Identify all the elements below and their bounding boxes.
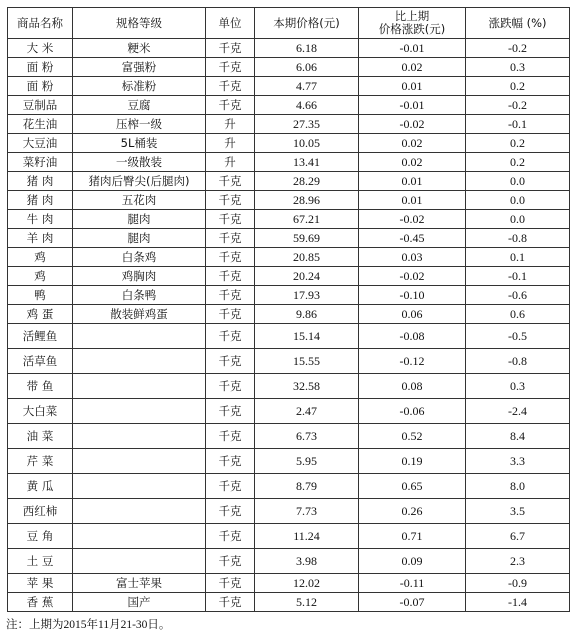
cell-product-name: 大豆油 — [8, 134, 73, 153]
cell-price-change: 0.02 — [359, 58, 466, 77]
cell-unit: 千克 — [206, 474, 255, 499]
cell-price-change: 0.52 — [359, 424, 466, 449]
cell-current-price: 67.21 — [255, 210, 359, 229]
cell-current-price: 8.79 — [255, 474, 359, 499]
cell-change-pct: -0.2 — [466, 96, 570, 115]
cell-unit: 千克 — [206, 96, 255, 115]
cell-price-change: 0.01 — [359, 191, 466, 210]
footnote — [6, 617, 170, 632]
cell-change-pct: -0.8 — [466, 349, 570, 374]
table-row — [8, 449, 570, 474]
cell-change-pct: -0.1 — [466, 267, 570, 286]
table-row — [8, 77, 570, 96]
cell-product-name: 带 鱼 — [8, 374, 73, 399]
cell-unit: 千克 — [206, 374, 255, 399]
table-row — [8, 305, 570, 324]
header-spec: 规格等级 — [73, 8, 206, 39]
cell-unit: 升 — [206, 115, 255, 134]
cell-spec: 粳米 — [73, 39, 206, 58]
cell-price-change: 0.01 — [359, 172, 466, 191]
cell-change-pct: -0.8 — [466, 229, 570, 248]
cell-current-price: 11.24 — [255, 524, 359, 549]
cell-change-pct: 8.4 — [466, 424, 570, 449]
table-row — [8, 153, 570, 172]
cell-price-change: -0.02 — [359, 210, 466, 229]
cell-current-price: 15.14 — [255, 324, 359, 349]
cell-unit: 升 — [206, 134, 255, 153]
cell-unit: 千克 — [206, 210, 255, 229]
cell-price-change: -0.02 — [359, 267, 466, 286]
table-row — [8, 474, 570, 499]
header-change-pct: 涨跌幅 (%) — [466, 8, 570, 39]
cell-price-change: 0.26 — [359, 499, 466, 524]
price-table-container — [7, 7, 569, 612]
cell-spec: 鸡胸肉 — [73, 267, 206, 286]
cell-spec: 国产 — [73, 593, 206, 612]
cell-spec: 豆腐 — [73, 96, 206, 115]
cell-spec: 五花肉 — [73, 191, 206, 210]
cell-product-name: 猪 肉 — [8, 172, 73, 191]
footnote-suffix: 日。 — [147, 617, 171, 631]
cell-spec — [73, 549, 206, 574]
footnote-month-suffix: 月 — [109, 617, 121, 631]
table-row — [8, 286, 570, 305]
cell-unit: 千克 — [206, 574, 255, 593]
table-body — [8, 39, 570, 612]
cell-unit: 升 — [206, 153, 255, 172]
cell-product-name: 油 菜 — [8, 424, 73, 449]
cell-spec — [73, 524, 206, 549]
cell-current-price: 12.02 — [255, 574, 359, 593]
cell-unit: 千克 — [206, 39, 255, 58]
cell-spec: 5L桶装 — [73, 134, 206, 153]
cell-product-name: 花生油 — [8, 115, 73, 134]
cell-current-price: 7.73 — [255, 499, 359, 524]
cell-spec: 腿肉 — [73, 229, 206, 248]
cell-price-change: -0.10 — [359, 286, 466, 305]
cell-price-change: -0.08 — [359, 324, 466, 349]
cell-change-pct: -2.4 — [466, 399, 570, 424]
cell-product-name: 猪 肉 — [8, 191, 73, 210]
cell-unit: 千克 — [206, 248, 255, 267]
cell-current-price: 3.98 — [255, 549, 359, 574]
cell-price-change: 0.71 — [359, 524, 466, 549]
cell-spec: 富强粉 — [73, 58, 206, 77]
table-row — [8, 374, 570, 399]
cell-product-name: 大 米 — [8, 39, 73, 58]
cell-change-pct: -0.5 — [466, 324, 570, 349]
cell-spec: 腿肉 — [73, 210, 206, 229]
cell-spec: 散装鲜鸡蛋 — [73, 305, 206, 324]
cell-change-pct: 0.2 — [466, 134, 570, 153]
cell-product-name: 土 豆 — [8, 549, 73, 574]
cell-product-name: 活鲤鱼 — [8, 324, 73, 349]
cell-change-pct: 0.0 — [466, 172, 570, 191]
table-row — [8, 574, 570, 593]
cell-current-price: 13.41 — [255, 153, 359, 172]
cell-product-name: 芹 菜 — [8, 449, 73, 474]
cell-spec: 猪肉后臀尖(后腿肉) — [73, 172, 206, 191]
cell-spec: 标准粉 — [73, 77, 206, 96]
cell-spec — [73, 474, 206, 499]
footnote-year: 2015 — [63, 619, 87, 631]
cell-unit: 千克 — [206, 549, 255, 574]
cell-current-price: 27.35 — [255, 115, 359, 134]
cell-current-price: 6.06 — [255, 58, 359, 77]
cell-price-change: -0.02 — [359, 115, 466, 134]
cell-price-change: 0.02 — [359, 153, 466, 172]
cell-product-name: 大白菜 — [8, 399, 73, 424]
cell-unit: 千克 — [206, 229, 255, 248]
cell-unit: 千克 — [206, 593, 255, 612]
cell-product-name: 西红柿 — [8, 499, 73, 524]
cell-spec — [73, 449, 206, 474]
table-row — [8, 549, 570, 574]
cell-current-price: 4.66 — [255, 96, 359, 115]
cell-price-change: 0.03 — [359, 248, 466, 267]
cell-unit: 千克 — [206, 305, 255, 324]
cell-spec — [73, 499, 206, 524]
cell-price-change: 0.65 — [359, 474, 466, 499]
footnote-month: 11 — [98, 619, 110, 631]
table-row — [8, 229, 570, 248]
cell-product-name: 羊 肉 — [8, 229, 73, 248]
cell-product-name: 鸡 — [8, 267, 73, 286]
cell-change-pct: -0.6 — [466, 286, 570, 305]
table-row — [8, 191, 570, 210]
cell-unit: 千克 — [206, 349, 255, 374]
cell-current-price: 20.85 — [255, 248, 359, 267]
cell-price-change: -0.45 — [359, 229, 466, 248]
cell-change-pct: 0.0 — [466, 191, 570, 210]
header-price-change: 比上期 价格涨跌(元) — [359, 8, 466, 39]
cell-unit: 千克 — [206, 58, 255, 77]
cell-product-name: 香 蕉 — [8, 593, 73, 612]
table-row — [8, 96, 570, 115]
cell-change-pct: 0.3 — [466, 374, 570, 399]
cell-change-pct: 6.7 — [466, 524, 570, 549]
cell-current-price: 2.47 — [255, 399, 359, 424]
cell-current-price: 6.73 — [255, 424, 359, 449]
cell-change-pct: -0.9 — [466, 574, 570, 593]
cell-current-price: 15.55 — [255, 349, 359, 374]
cell-current-price: 28.29 — [255, 172, 359, 191]
cell-change-pct: -0.2 — [466, 39, 570, 58]
cell-spec: 富士苹果 — [73, 574, 206, 593]
cell-product-name: 鸡 蛋 — [8, 305, 73, 324]
cell-change-pct: 3.5 — [466, 499, 570, 524]
cell-change-pct: -1.4 — [466, 593, 570, 612]
cell-change-pct: -0.1 — [466, 115, 570, 134]
cell-product-name: 面 粉 — [8, 58, 73, 77]
cell-product-name: 豆制品 — [8, 96, 73, 115]
cell-unit: 千克 — [206, 172, 255, 191]
table-row — [8, 593, 570, 612]
cell-change-pct: 0.0 — [466, 210, 570, 229]
cell-product-name: 活草鱼 — [8, 349, 73, 374]
cell-price-change: 0.06 — [359, 305, 466, 324]
cell-change-pct: 0.6 — [466, 305, 570, 324]
cell-product-name: 黄 瓜 — [8, 474, 73, 499]
table-row — [8, 324, 570, 349]
footnote-days: 21-30 — [120, 619, 148, 631]
cell-current-price: 5.95 — [255, 449, 359, 474]
cell-current-price: 28.96 — [255, 191, 359, 210]
table-header-row — [8, 8, 570, 39]
cell-unit: 千克 — [206, 286, 255, 305]
cell-unit: 千克 — [206, 191, 255, 210]
table-row — [8, 172, 570, 191]
cell-current-price: 4.77 — [255, 77, 359, 96]
cell-current-price: 20.24 — [255, 267, 359, 286]
table-row — [8, 399, 570, 424]
cell-product-name: 面 粉 — [8, 77, 73, 96]
cell-price-change: -0.06 — [359, 399, 466, 424]
table-row — [8, 210, 570, 229]
cell-product-name: 菜籽油 — [8, 153, 73, 172]
cell-product-name: 牛 肉 — [8, 210, 73, 229]
cell-spec — [73, 399, 206, 424]
table-row — [8, 349, 570, 374]
cell-current-price: 17.93 — [255, 286, 359, 305]
header-current-price: 本期价格(元) — [255, 8, 359, 39]
cell-price-change: -0.01 — [359, 96, 466, 115]
header-product-name: 商品名称 — [8, 8, 73, 39]
cell-spec — [73, 324, 206, 349]
cell-price-change: 0.08 — [359, 374, 466, 399]
cell-product-name: 豆 角 — [8, 524, 73, 549]
cell-current-price: 59.69 — [255, 229, 359, 248]
cell-change-pct: 3.3 — [466, 449, 570, 474]
table-row — [8, 424, 570, 449]
table-row — [8, 267, 570, 286]
cell-unit: 千克 — [206, 524, 255, 549]
cell-spec: 白条鸭 — [73, 286, 206, 305]
cell-price-change: 0.02 — [359, 134, 466, 153]
cell-change-pct: 2.3 — [466, 549, 570, 574]
cell-current-price: 6.18 — [255, 39, 359, 58]
price-table — [7, 7, 570, 612]
cell-unit: 千克 — [206, 399, 255, 424]
cell-spec: 一级散装 — [73, 153, 206, 172]
table-row — [8, 58, 570, 77]
cell-price-change: -0.11 — [359, 574, 466, 593]
table-row — [8, 499, 570, 524]
cell-spec: 压榨一级 — [73, 115, 206, 134]
cell-current-price: 5.12 — [255, 593, 359, 612]
cell-price-change: -0.07 — [359, 593, 466, 612]
cell-spec — [73, 374, 206, 399]
table-row — [8, 248, 570, 267]
cell-current-price: 32.58 — [255, 374, 359, 399]
cell-price-change: 0.19 — [359, 449, 466, 474]
cell-price-change: 0.09 — [359, 549, 466, 574]
cell-price-change: -0.12 — [359, 349, 466, 374]
cell-spec — [73, 349, 206, 374]
table-row — [8, 134, 570, 153]
cell-spec: 白条鸡 — [73, 248, 206, 267]
cell-change-pct: 0.3 — [466, 58, 570, 77]
header-unit: 单位 — [206, 8, 255, 39]
cell-change-pct: 0.1 — [466, 248, 570, 267]
table-row — [8, 115, 570, 134]
cell-price-change: -0.01 — [359, 39, 466, 58]
cell-product-name: 苹 果 — [8, 574, 73, 593]
cell-change-pct: 0.2 — [466, 77, 570, 96]
cell-unit: 千克 — [206, 77, 255, 96]
cell-unit: 千克 — [206, 499, 255, 524]
table-row — [8, 524, 570, 549]
cell-unit: 千克 — [206, 267, 255, 286]
cell-spec — [73, 424, 206, 449]
cell-unit: 千克 — [206, 449, 255, 474]
footnote-prefix: 注：上期为 — [6, 617, 64, 631]
cell-current-price: 10.05 — [255, 134, 359, 153]
cell-current-price: 9.86 — [255, 305, 359, 324]
cell-change-pct: 0.2 — [466, 153, 570, 172]
cell-unit: 千克 — [206, 424, 255, 449]
cell-unit: 千克 — [206, 324, 255, 349]
table-row — [8, 39, 570, 58]
footnote-year-suffix: 年 — [86, 617, 98, 631]
cell-change-pct: 8.0 — [466, 474, 570, 499]
cell-product-name: 鸭 — [8, 286, 73, 305]
cell-product-name: 鸡 — [8, 248, 73, 267]
cell-price-change: 0.01 — [359, 77, 466, 96]
